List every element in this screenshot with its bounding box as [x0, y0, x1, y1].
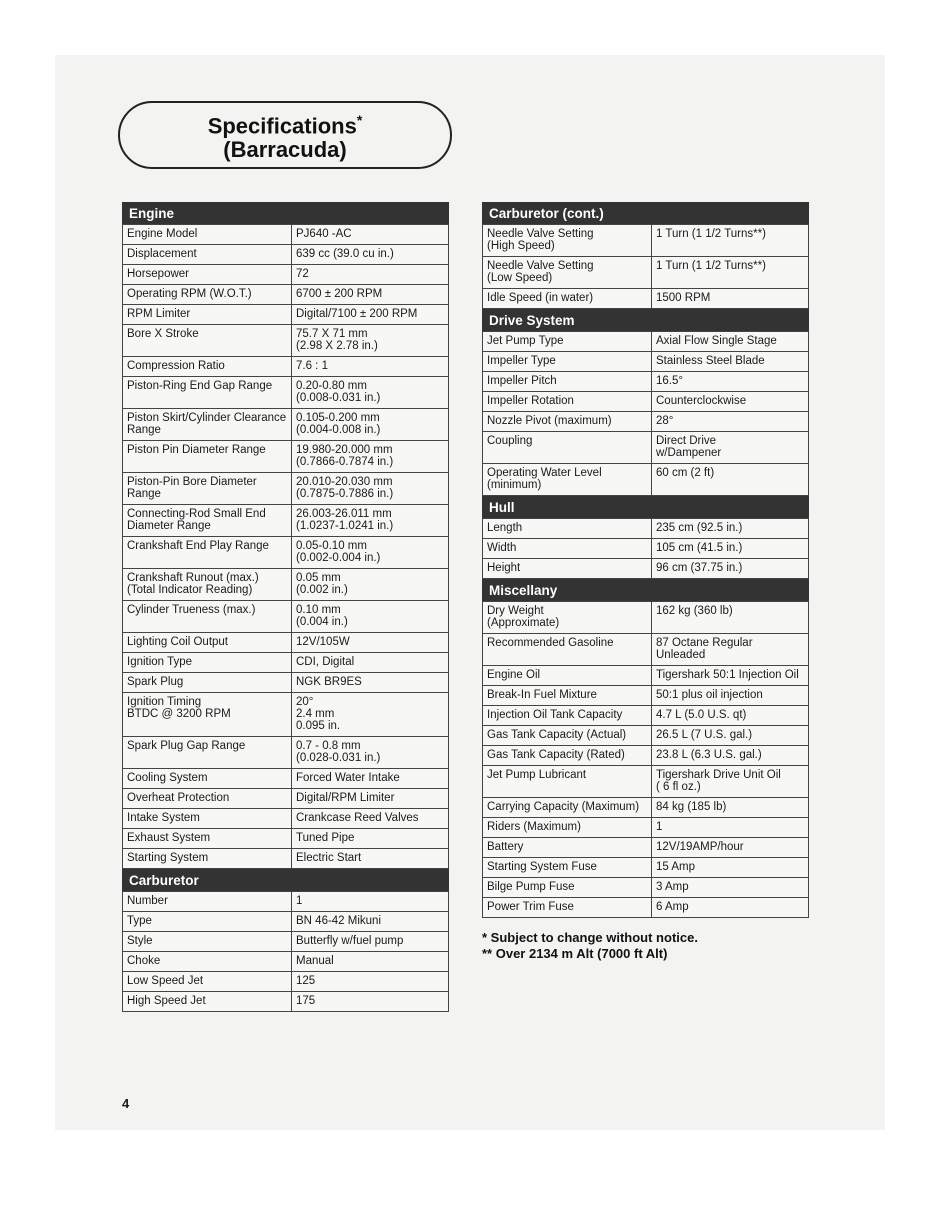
- spec-value: 1: [652, 818, 809, 838]
- spec-table-drive-system: [482, 331, 809, 496]
- spec-value: 639 cc (39.0 cu in.): [292, 245, 449, 265]
- table-row: [123, 972, 449, 992]
- spec-value: 72: [292, 265, 449, 285]
- table-row: [123, 537, 449, 569]
- spec-value: Butterfly w/fuel pump: [292, 932, 449, 952]
- footnote-2: ** Over 2134 m Alt (7000 ft Alt): [482, 946, 668, 961]
- spec-label: Power Trim Fuse: [483, 898, 652, 918]
- spec-label: Lighting Coil Output: [123, 633, 292, 653]
- table-row: [123, 245, 449, 265]
- spec-table-hull: [482, 518, 809, 579]
- spec-value: Manual: [292, 952, 449, 972]
- footnotes: [482, 930, 812, 962]
- table-row: [483, 432, 809, 464]
- section-heading-carburetor-cont: Carburetor (cont.): [482, 202, 809, 224]
- table-row: [123, 325, 449, 357]
- spec-label: Starting System: [123, 849, 292, 869]
- table-row: [483, 898, 809, 918]
- section-heading-miscellany: Miscellany: [482, 579, 809, 601]
- spec-value: 0.10 mm (0.004 in.): [292, 601, 449, 633]
- table-row: [483, 225, 809, 257]
- spec-value: 125: [292, 972, 449, 992]
- spec-label: Impeller Type: [483, 352, 652, 372]
- spec-value: Tuned Pipe: [292, 829, 449, 849]
- table-row: [123, 377, 449, 409]
- spec-label: Piston Skirt/Cylinder Clearance Range: [123, 409, 292, 441]
- spec-label: Compression Ratio: [123, 357, 292, 377]
- table-row: [483, 878, 809, 898]
- spec-value: 0.05-0.10 mm (0.002-0.004 in.): [292, 537, 449, 569]
- spec-value: 0.05 mm (0.002 in.): [292, 569, 449, 601]
- spec-label: Gas Tank Capacity (Actual): [483, 726, 652, 746]
- spec-label: Horsepower: [123, 265, 292, 285]
- spec-label: Crankshaft Runout (max.) (Total Indicator Reading): [123, 569, 292, 601]
- spec-label: Needle Valve Setting (High Speed): [483, 225, 652, 257]
- spec-label: Choke: [123, 952, 292, 972]
- spec-value: 19.980-20.000 mm (0.7866-0.7874 in.): [292, 441, 449, 473]
- spec-label: Low Speed Jet: [123, 972, 292, 992]
- spec-value: 84 kg (185 lb): [652, 798, 809, 818]
- spec-label: Battery: [483, 838, 652, 858]
- spec-label: Type: [123, 912, 292, 932]
- spec-value: BN 46-42 Mikuni: [292, 912, 449, 932]
- spec-value: 28°: [652, 412, 809, 432]
- table-row: [483, 798, 809, 818]
- spec-value: Counterclockwise: [652, 392, 809, 412]
- table-row: [483, 818, 809, 838]
- spec-value: 105 cm (41.5 in.): [652, 539, 809, 559]
- spec-value: 15 Amp: [652, 858, 809, 878]
- spec-label: Number: [123, 892, 292, 912]
- table-row: [483, 519, 809, 539]
- table-row: [123, 737, 449, 769]
- spec-value: Crankcase Reed Valves: [292, 809, 449, 829]
- spec-value: 1: [292, 892, 449, 912]
- spec-label: Dry Weight (Approximate): [483, 602, 652, 634]
- spec-label: Operating Water Level (minimum): [483, 464, 652, 496]
- table-row: [123, 769, 449, 789]
- table-row: [123, 225, 449, 245]
- spec-value: 20° 2.4 mm 0.095 in.: [292, 693, 449, 737]
- spec-label: Gas Tank Capacity (Rated): [483, 746, 652, 766]
- spec-table-carburetor-cont: [482, 224, 809, 309]
- spec-value: Tigershark Drive Unit Oil ( 6 fl oz.): [652, 766, 809, 798]
- spec-label: Style: [123, 932, 292, 952]
- section-heading-drive-system: Drive System: [482, 309, 809, 331]
- spec-value: 0.7 - 0.8 mm (0.028-0.031 in.): [292, 737, 449, 769]
- table-row: [123, 912, 449, 932]
- spec-value: 1 Turn (1 1/2 Turns**): [652, 257, 809, 289]
- spec-label: Height: [483, 559, 652, 579]
- spec-value: 96 cm (37.75 in.): [652, 559, 809, 579]
- table-row: [123, 693, 449, 737]
- spec-value: 16.5°: [652, 372, 809, 392]
- table-row: [483, 706, 809, 726]
- spec-value: Direct Drive w/Dampener: [652, 432, 809, 464]
- footnote-1: * Subject to change without notice.: [482, 930, 698, 945]
- spec-value: PJ640 -AC: [292, 225, 449, 245]
- spec-label: Piston-Pin Bore Diameter Range: [123, 473, 292, 505]
- spec-value: 1 Turn (1 1/2 Turns**): [652, 225, 809, 257]
- spec-label: Bore X Stroke: [123, 325, 292, 357]
- table-row: [123, 441, 449, 473]
- table-row: [123, 505, 449, 537]
- spec-value: 3 Amp: [652, 878, 809, 898]
- table-row: [123, 305, 449, 325]
- section-heading-engine: Engine: [122, 202, 449, 224]
- spec-table-miscellany: [482, 601, 809, 918]
- table-row: [483, 352, 809, 372]
- spec-label: Jet Pump Lubricant: [483, 766, 652, 798]
- table-row: [123, 932, 449, 952]
- spec-label: Width: [483, 539, 652, 559]
- spec-label: Operating RPM (W.O.T.): [123, 285, 292, 305]
- table-row: [483, 412, 809, 432]
- table-row: [123, 849, 449, 869]
- table-row: [483, 257, 809, 289]
- table-row: [123, 992, 449, 1012]
- spec-value: NGK BR9ES: [292, 673, 449, 693]
- spec-value: 12V/105W: [292, 633, 449, 653]
- spec-label: Riders (Maximum): [483, 818, 652, 838]
- table-row: [483, 372, 809, 392]
- spec-label: Engine Oil: [483, 666, 652, 686]
- table-row: [483, 464, 809, 496]
- spec-value: CDI, Digital: [292, 653, 449, 673]
- table-row: [483, 559, 809, 579]
- spec-value: 0.20-0.80 mm (0.008-0.031 in.): [292, 377, 449, 409]
- spec-label: Overheat Protection: [123, 789, 292, 809]
- table-row: [123, 409, 449, 441]
- spec-value: 26.5 L (7 U.S. gal.): [652, 726, 809, 746]
- spec-value: 1500 RPM: [652, 289, 809, 309]
- spec-label: Exhaust System: [123, 829, 292, 849]
- table-row: [123, 892, 449, 912]
- spec-label: Bilge Pump Fuse: [483, 878, 652, 898]
- table-row: [483, 332, 809, 352]
- table-row: [123, 285, 449, 305]
- spec-label: Impeller Rotation: [483, 392, 652, 412]
- spec-value: 20.010-20.030 mm (0.7875-0.7886 in.): [292, 473, 449, 505]
- spec-label: Impeller Pitch: [483, 372, 652, 392]
- spec-value: 6700 ± 200 RPM: [292, 285, 449, 305]
- table-row: [483, 289, 809, 309]
- spec-label: Cooling System: [123, 769, 292, 789]
- spec-value: 0.105-0.200 mm (0.004-0.008 in.): [292, 409, 449, 441]
- table-row: [483, 666, 809, 686]
- table-row: [123, 673, 449, 693]
- spec-value: 12V/19AMP/hour: [652, 838, 809, 858]
- spec-value: Stainless Steel Blade: [652, 352, 809, 372]
- spec-label: Needle Valve Setting (Low Speed): [483, 257, 652, 289]
- spec-value: 175: [292, 992, 449, 1012]
- table-row: [123, 473, 449, 505]
- spec-label: Connecting-Rod Small End Diameter Range: [123, 505, 292, 537]
- title-line-2: (Barracuda): [223, 137, 347, 163]
- spec-label: Coupling: [483, 432, 652, 464]
- spec-value: Forced Water Intake: [292, 769, 449, 789]
- table-row: [123, 357, 449, 377]
- table-row: [123, 809, 449, 829]
- spec-label: Crankshaft End Play Range: [123, 537, 292, 569]
- spec-label: Spark Plug: [123, 673, 292, 693]
- spec-label: Piston-Ring End Gap Range: [123, 377, 292, 409]
- spec-label: Spark Plug Gap Range: [123, 737, 292, 769]
- table-row: [483, 726, 809, 746]
- spec-label: Idle Speed (in water): [483, 289, 652, 309]
- table-row: [483, 392, 809, 412]
- section-heading-hull: Hull: [482, 496, 809, 518]
- spec-label: Break-In Fuel Mixture: [483, 686, 652, 706]
- spec-value: 60 cm (2 ft): [652, 464, 809, 496]
- spec-value: Tigershark 50:1 Injection Oil: [652, 666, 809, 686]
- spec-value: 7.6 : 1: [292, 357, 449, 377]
- spec-label: Intake System: [123, 809, 292, 829]
- spec-label: Length: [483, 519, 652, 539]
- table-row: [123, 569, 449, 601]
- right-spec-column: [482, 202, 809, 918]
- spec-value: Axial Flow Single Stage: [652, 332, 809, 352]
- spec-value: Electric Start: [292, 849, 449, 869]
- spec-label: RPM Limiter: [123, 305, 292, 325]
- spec-value: 162 kg (360 lb): [652, 602, 809, 634]
- spec-value: Digital/7100 ± 200 RPM: [292, 305, 449, 325]
- page-title: [118, 101, 452, 169]
- spec-value: 87 Octane Regular Unleaded: [652, 634, 809, 666]
- spec-label: Carrying Capacity (Maximum): [483, 798, 652, 818]
- title-line-1: Specifications: [207, 113, 357, 139]
- table-row: [123, 789, 449, 809]
- spec-label: Cylinder Trueness (max.): [123, 601, 292, 633]
- spec-value: 75.7 X 71 mm (2.98 X 2.78 in.): [292, 325, 449, 357]
- table-row: [123, 829, 449, 849]
- spec-value: 4.7 L (5.0 U.S. qt): [652, 706, 809, 726]
- spec-value: 6 Amp: [652, 898, 809, 918]
- table-row: [483, 766, 809, 798]
- spec-label: Piston Pin Diameter Range: [123, 441, 292, 473]
- table-row: [483, 686, 809, 706]
- spec-label: Ignition Timing BTDC @ 3200 RPM: [123, 693, 292, 737]
- table-row: [483, 539, 809, 559]
- spec-label: Displacement: [123, 245, 292, 265]
- table-row: [483, 746, 809, 766]
- table-row: [483, 838, 809, 858]
- spec-label: Starting System Fuse: [483, 858, 652, 878]
- spec-label: Recommended Gasoline: [483, 634, 652, 666]
- spec-label: Nozzle Pivot (maximum): [483, 412, 652, 432]
- spec-value: 235 cm (92.5 in.): [652, 519, 809, 539]
- table-row: [123, 633, 449, 653]
- spec-label: High Speed Jet: [123, 992, 292, 1012]
- spec-table-engine: [122, 224, 449, 869]
- spec-value: 26.003-26.011 mm (1.0237-1.0241 in.): [292, 505, 449, 537]
- spec-value: 50:1 plus oil injection: [652, 686, 809, 706]
- table-row: [123, 952, 449, 972]
- spec-value: 23.8 L (6.3 U.S. gal.): [652, 746, 809, 766]
- table-row: [123, 601, 449, 633]
- table-row: [123, 265, 449, 285]
- section-heading-carburetor: Carburetor: [122, 869, 449, 891]
- spec-label: Ignition Type: [123, 653, 292, 673]
- spec-label: Engine Model: [123, 225, 292, 245]
- spec-label: Jet Pump Type: [483, 332, 652, 352]
- table-row: [483, 602, 809, 634]
- spec-label: Injection Oil Tank Capacity: [483, 706, 652, 726]
- spec-table-carburetor: [122, 891, 449, 1012]
- spec-value: Digital/RPM Limiter: [292, 789, 449, 809]
- title-asterisk: *: [356, 111, 363, 128]
- table-row: [483, 858, 809, 878]
- table-row: [123, 653, 449, 673]
- left-spec-column: [122, 202, 449, 1012]
- table-row: [483, 634, 809, 666]
- page-number: 4: [122, 1096, 130, 1111]
